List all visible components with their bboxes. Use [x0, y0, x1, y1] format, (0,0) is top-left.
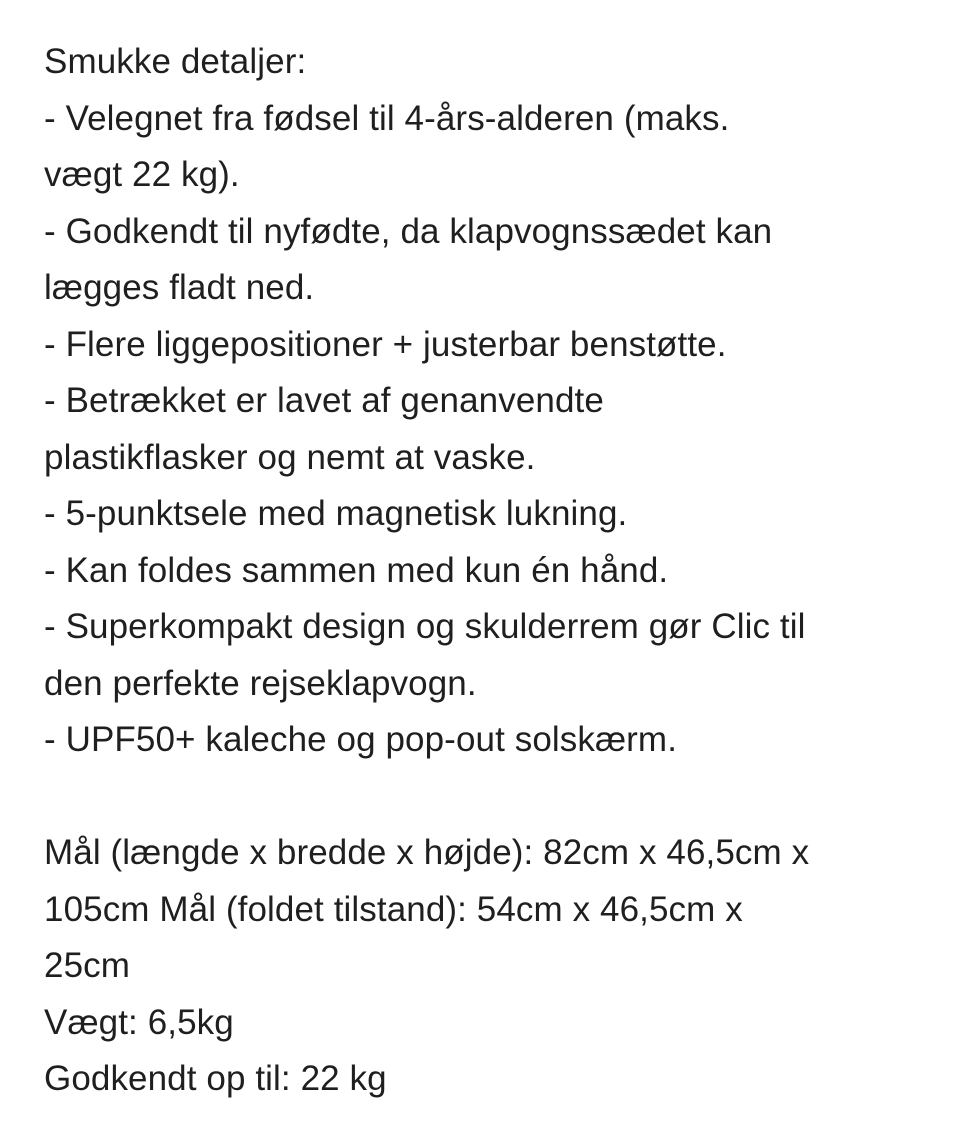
details-line: - UPF50+ kaleche og pop-out solskærm.: [44, 720, 678, 759]
specs-line: 25cm: [44, 946, 130, 985]
product-description: [44, 34, 944, 1108]
details-line: vægt 22 kg).: [44, 155, 240, 194]
specs-line: Mål (længde x bredde x højde): 82cm x 46,5cm x: [44, 833, 810, 872]
specs-line: Vægt: 6,5kg: [44, 1002, 234, 1042]
details-line: den perfekte rejseklapvogn.: [44, 663, 477, 703]
details-line: - 5-punktsele med magnetisk lukning.: [44, 494, 628, 533]
details-line: - Kan foldes sammen med kun én hånd.: [44, 550, 669, 590]
details-line: - Betrækket er lavet af genanvendte: [44, 381, 604, 420]
specs-line: 105cm Mål (foldet tilstand): 54cm x 46,5cm x: [44, 889, 743, 929]
details-line: - Godkendt til nyfødte, da klapvognssædet kan: [44, 211, 773, 251]
details-line: - Velegnet fra fødsel til 4-års-alderen (maks.: [44, 98, 730, 138]
details-line: lægges fladt ned.: [44, 268, 315, 307]
details-line: - Superkompakt design og skulderrem gør Clic til: [44, 607, 806, 646]
specs-line: Godkendt op til: 22 kg: [44, 1059, 387, 1098]
paragraph-spacer: [44, 769, 944, 826]
details-line: plastikflasker og nemt at vaske.: [44, 437, 536, 477]
details-line: - Flere liggepositioner + justerbar benstøtte.: [44, 324, 727, 364]
details-heading: Smukke detaljer:: [44, 42, 307, 81]
